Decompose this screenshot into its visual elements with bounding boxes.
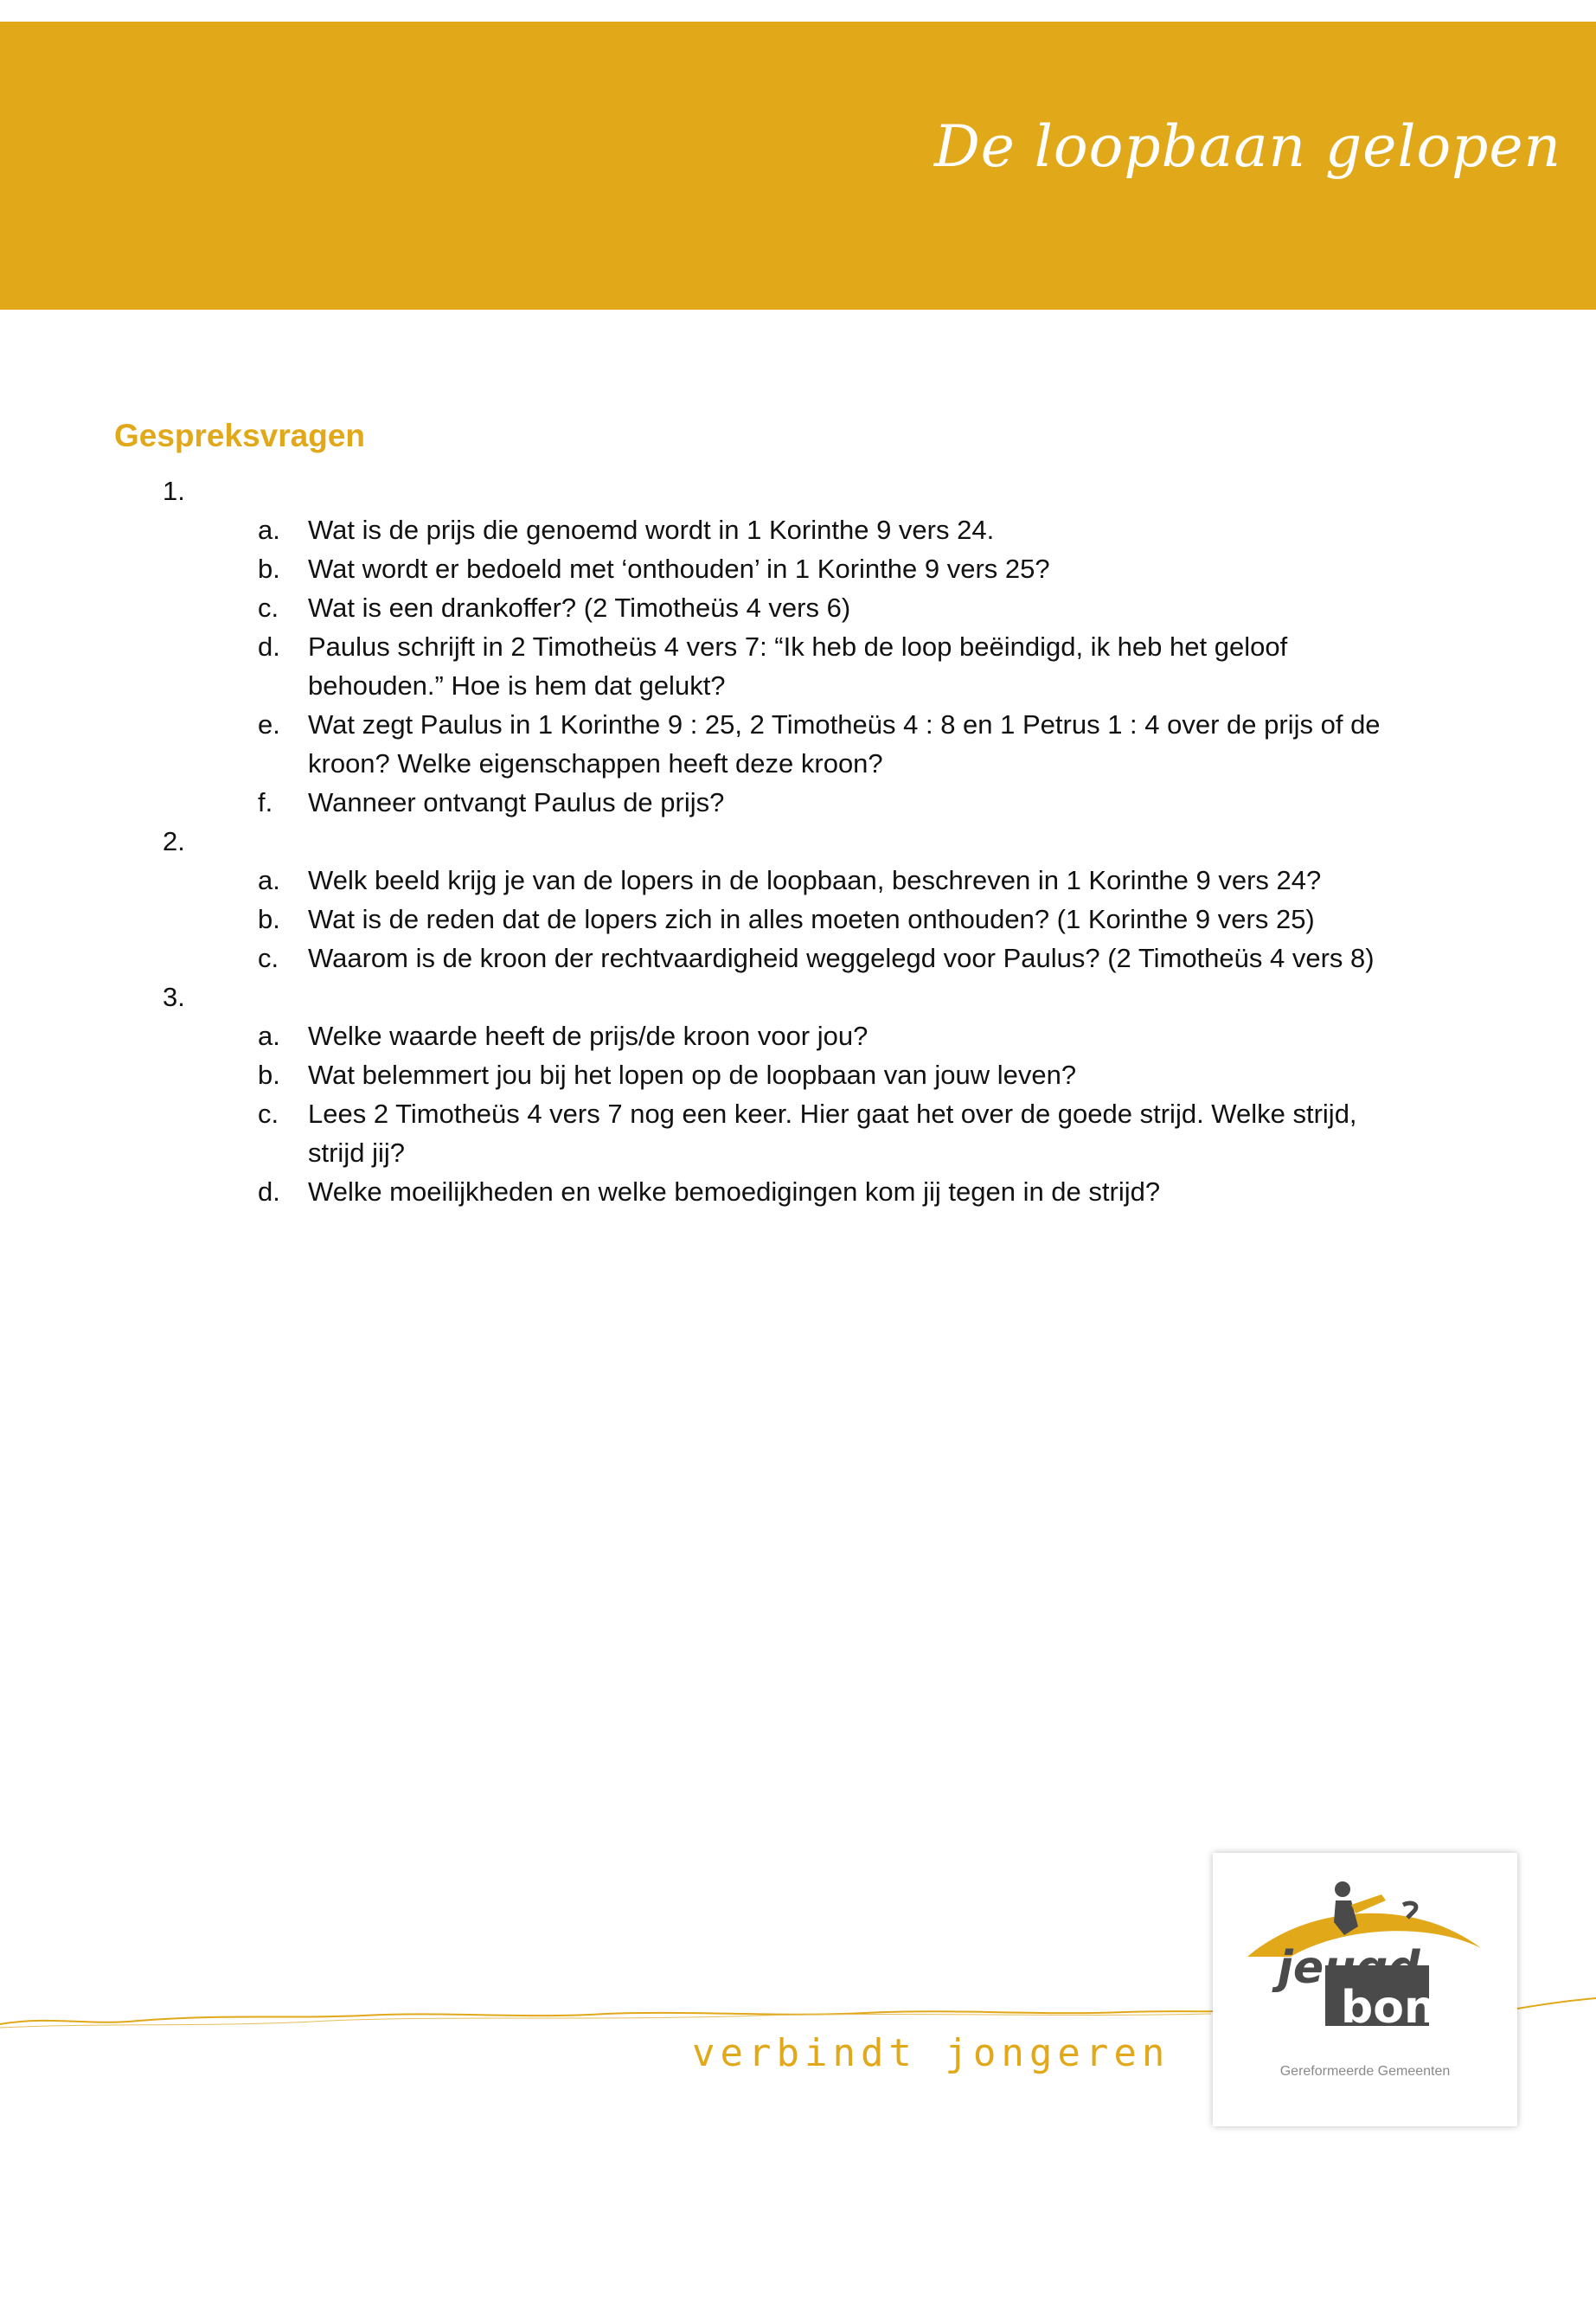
question-text: Wat is de prijs die genoemd wordt in 1 Korinthe 9 vers 24.	[308, 515, 995, 545]
question-text: Wat zegt Paulus in 1 Korinthe 9 : 25, 2 Timotheüs 4 : 8 en 1 Petrus 1 : 4 over de prijs of de	[308, 709, 1381, 740]
question-letter: e.	[258, 709, 280, 740]
question-letter: c.	[258, 943, 279, 973]
question-letter: c.	[258, 593, 279, 623]
logo-word-bond: bond	[1341, 1982, 1469, 2034]
question-letter: a.	[258, 515, 280, 545]
footer-slogan: verbindt jongeren	[692, 2031, 1170, 2075]
question-text: Wat belemmert jou bij het lopen op de loopbaan van jouw leven?	[308, 1060, 1077, 1090]
question-letter: a.	[258, 1021, 280, 1051]
document-title: De loopbaan gelopen	[933, 113, 1561, 180]
logo-subtitle: Gereformeerde Gemeenten	[1279, 2064, 1451, 2079]
question-letter: b.	[258, 554, 280, 584]
question-text: Welke waarde heeft de prijs/de kroon voor jou?	[308, 1021, 869, 1051]
question-text: Paulus schrijft in 2 Timotheüs 4 vers 7: “Ik heb de loop beëindigd, ik heb het geloof	[308, 631, 1288, 662]
question-text: behouden.” Hoe is hem dat gelukt?	[308, 670, 726, 701]
question-text: Wat wordt er bedoeld met ‘onthouden’ in 1 Korinthe 9 vers 25?	[308, 554, 1050, 584]
question-text: Wat is een drankoffer? (2 Timotheüs 4 vers 6)	[308, 593, 851, 623]
question-text: Wanneer ontvangt Paulus de prijs?	[308, 787, 725, 817]
section-heading: Gespreksvragen	[114, 418, 366, 453]
question-text: Welk beeld krijg je van de lopers in de loopbaan, beschreven in 1 Korinthe 9 vers 24?	[308, 865, 1322, 895]
question-text: strijd jij?	[308, 1138, 405, 1168]
header-banner	[0, 22, 1596, 310]
question-text: Lees 2 Timotheüs 4 vers 7 nog een keer. Hier gaat het over de goede strijd. Welke strijd,	[308, 1099, 1357, 1129]
question-letter: d.	[258, 631, 280, 662]
question-text: Welke moeilijkheden en welke bemoedigingen kom jij tegen in de strijd?	[308, 1176, 1161, 1207]
jeugdbond-logo	[1213, 1853, 1517, 2126]
question-letter: b.	[258, 1060, 280, 1090]
question-number: 3.	[163, 982, 185, 1012]
question-number: 1.	[163, 476, 185, 506]
question-letter: f.	[258, 787, 273, 817]
logo-word-jeugd: jeugd	[1278, 1942, 1420, 1994]
logo-graphic	[1213, 1853, 1517, 2061]
question-letter: d.	[258, 1176, 280, 1207]
question-number: 2.	[163, 826, 185, 856]
question-letter: c.	[258, 1099, 279, 1129]
question-letter: b.	[258, 904, 280, 934]
question-letter: a.	[258, 865, 280, 895]
question-text: kroon? Welke eigenschappen heeft deze kroon?	[308, 748, 883, 779]
question-text: Wat is de reden dat de lopers zich in alles moeten onthouden? (1 Korinthe 9 vers 25)	[308, 904, 1315, 934]
question-text: Waarom is de kroon der rechtvaardigheid weggelegd voor Paulus? (2 Timotheüs 4 vers 8)	[308, 943, 1375, 973]
